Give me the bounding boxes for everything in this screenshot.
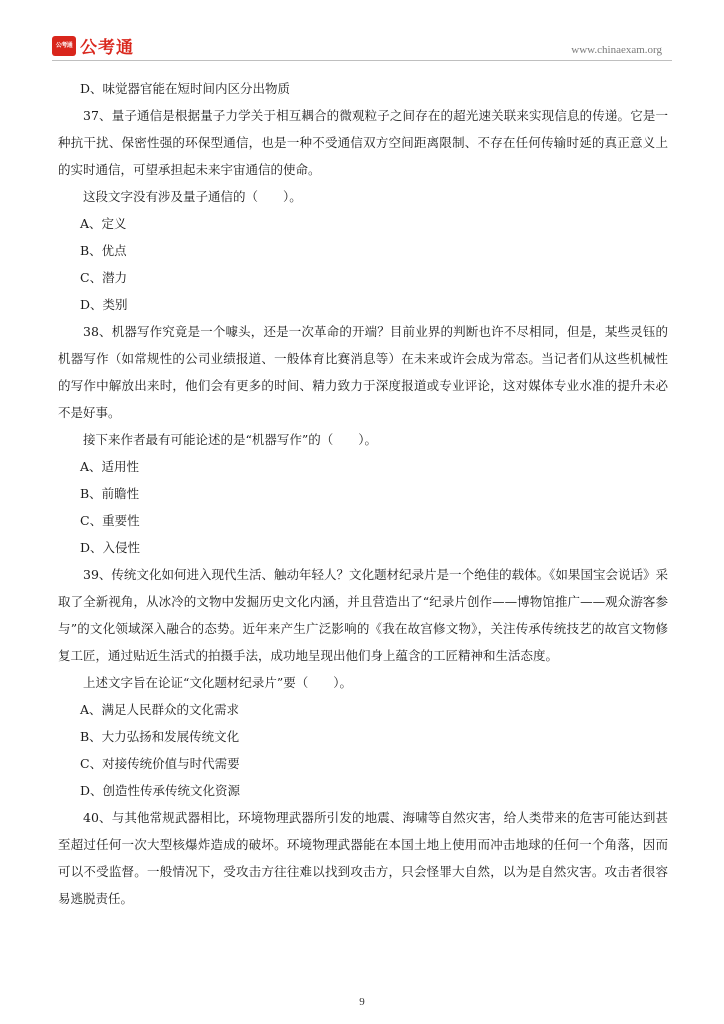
q37-option-c: C、潜力 [80,270,128,285]
page-header [0,0,724,62]
q38-option-a: A、适用性 [80,459,140,474]
header-divider [52,60,672,61]
q37-option-b: B、优点 [80,243,127,258]
q39-option-a: A、满足人民群众的文化需求 [80,702,240,717]
logo-text: 公考通 [80,38,134,58]
q38-stem: 接下来作者最有可能论述的是“机器写作”的（ ）。 [83,432,378,447]
q39-option-b: B、大力弘扬和发展传统文化 [80,729,240,744]
q38-option-d: D、入侵性 [80,540,141,555]
q38-passage: 38、机器写作究竟是一个噱头，还是一次革命的开端？目前业界的判断也许不尽相同，但是，某些灵钰的机器写作（如常规性的公司业绩报道、一般体育比赛消息等）在未来或许会成为常态。当记者们从这些机械性的写作中解放出来时，他们会有更多的时间、精力致力于深度报道或专业评论，这对媒体专业水准的提升未必不是好事。 [58,324,668,420]
prev-option-d: D、味觉器官能在短时间内区分出物质 [80,81,291,96]
q38-option-b: B、前瞻性 [80,486,140,501]
q37-option-a: A、定义 [80,216,127,231]
q37-option-d: D、类别 [80,297,128,312]
q40-passage: 40、与其他常规武器相比，环境物理武器所引发的地震、海啸等自然灾害，给人类带来的危害可能达到甚至超过任何一次大型核爆炸造成的破坏。环境物理武器能在本国土地上使用而冲击地球的任何一个角落，因而可以不受监督。一般情况下，受攻击方往往难以找到攻击方，只会怪罪大自然，以为是自然灾害。攻击者很容易逃脱责任。 [58,810,668,906]
q39-passage: 39、传统文化如何进入现代生活、触动年轻人？文化题材纪录片是一个绝佳的载体。《如果国宝会说话》采取了全新视角，从冰冷的文物中发掘历史文化内涵，并且营造出了“纪录片创作——博物馆推广——观众游客参与”的文化领域深入融合的态势。近年来产生广泛影响的《我在故宫修文物》，关注传承传统技艺的故宫文物修复工匠，通过贴近生活式的拍摄手法，成功地呈现出他们身上蕴含的工匠精神和生活态度。 [58,567,668,663]
q39-option-c: C、对接传统价值与时代需要 [80,756,240,771]
logo[interactable] [52,33,134,58]
q37-passage: 37、量子通信是根据量子力学关于相互耦合的微观粒子之间存在的超光速关联来实现信息的传递。它是一种抗干扰、保密性强的环保型通信，也是一种不受通信双方空间距离限制、不存在任何传输时延的真正意义上的实时通信，可望承担起未来宇宙通信的使命。 [58,108,668,177]
page-number: 9 [359,996,365,1008]
logo-mark-icon: 公考通 [52,36,76,56]
q39-option-d: D、创造性传承传统文化资源 [80,783,241,798]
q38-option-c: C、重要性 [80,513,140,528]
site-url[interactable]: www.chinaexam.org [571,44,662,56]
q37-stem: 这段文字没有涉及量子通信的（ ）。 [83,189,302,204]
q39-stem: 上述文字旨在论证“文化题材纪录片”要（ ）。 [83,675,353,690]
document-body [58,75,668,912]
